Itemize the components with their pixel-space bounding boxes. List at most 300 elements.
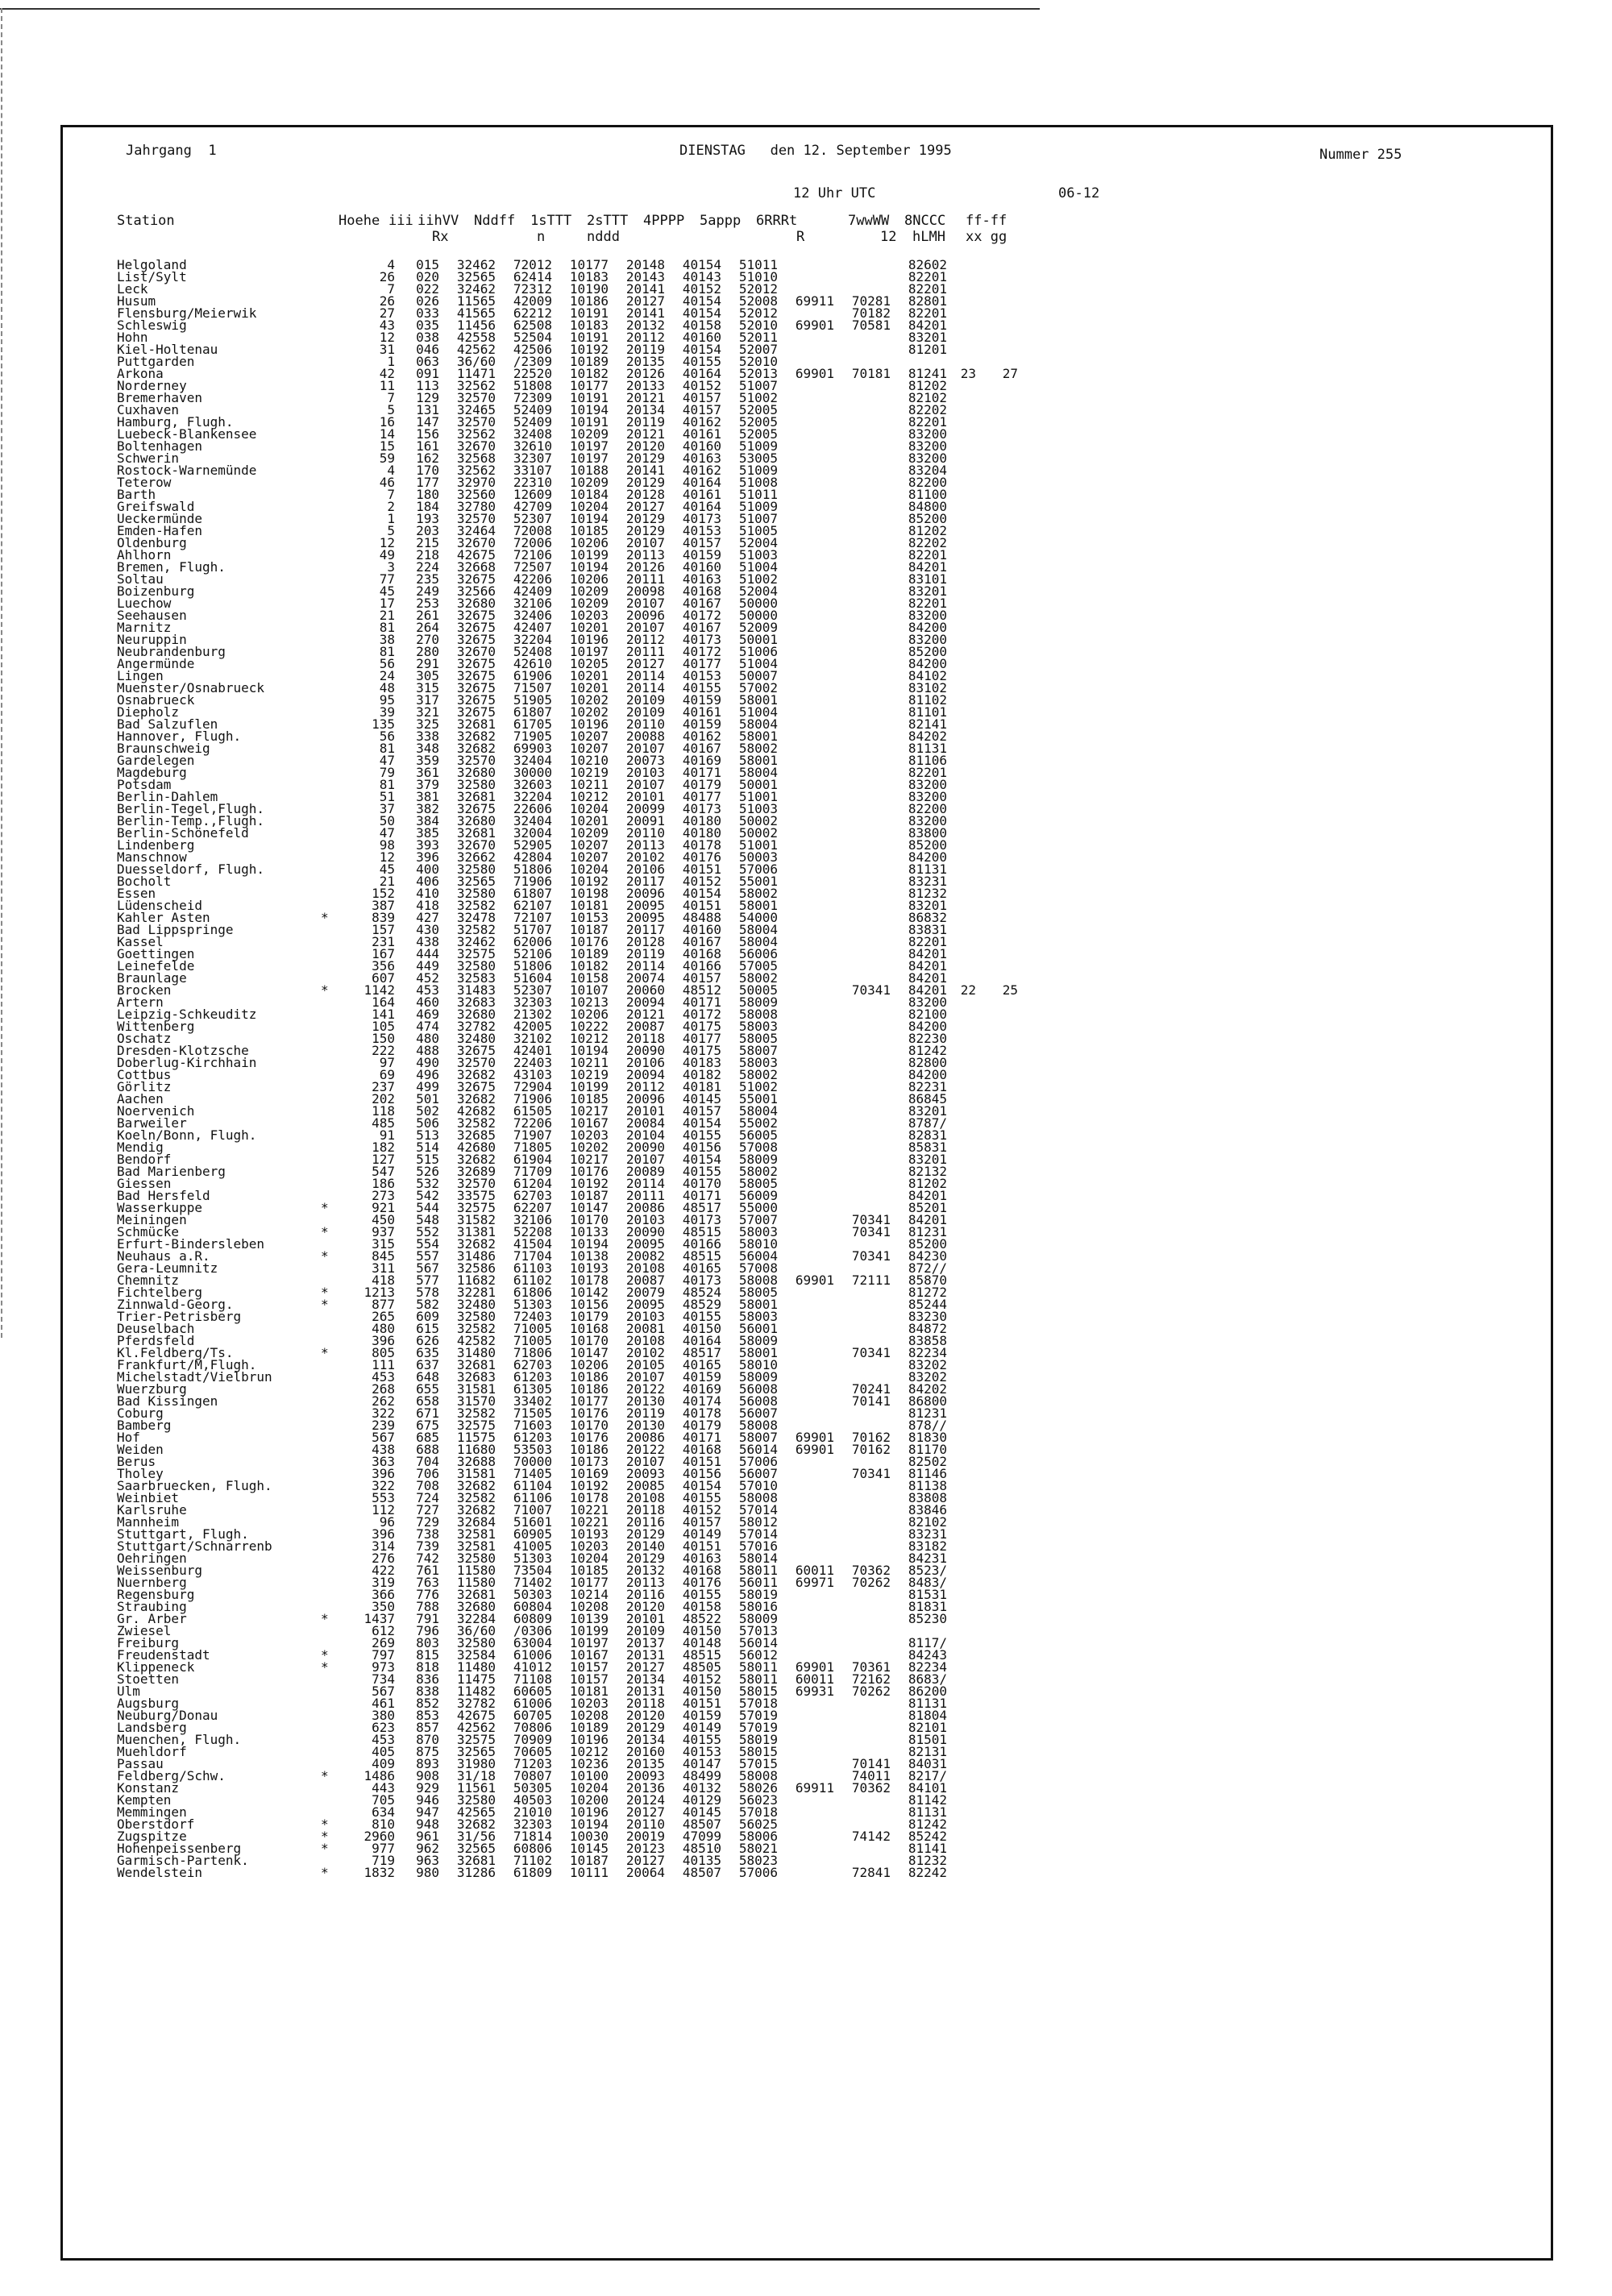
group-tendency: 58008 [738,1768,778,1783]
group-tendency: 58006 [738,1829,778,1844]
wind-gust-1 [947,1250,976,1262]
group-dewpoint: 20116 [625,1514,665,1530]
station-index: 836 [416,1671,439,1687]
group-weather [834,1093,891,1105]
group-cloud: 83202 [908,1357,947,1372]
group-precipitation [778,803,834,815]
group-dewpoint: 20119 [625,1405,665,1421]
station-index: 046 [416,342,439,357]
high-station-mark [321,331,332,343]
wind-gust-2 [976,1117,1018,1129]
station-row [117,778,1018,791]
group-tendency: 51001 [738,837,778,853]
group-iihvv: 31581 [456,1381,496,1397]
group-weather [834,899,891,911]
group-weather [834,815,891,827]
group-cloud: 81201 [908,342,947,357]
station-height: 46 [379,475,395,490]
group-precipitation: 69901 [795,366,834,381]
high-station-mark [321,1516,332,1528]
group-nddff: 51806 [513,862,552,877]
high-station-mark [321,1081,332,1093]
group-temperature: 10185 [569,523,609,538]
station-height: 16 [379,414,395,430]
station-name: Regensburg [117,1587,195,1602]
station-height: 937 [372,1224,395,1239]
high-station-mark: * [321,1816,329,1832]
group-iihvv: 32462 [456,281,496,297]
group-iihvv: 42682 [456,1103,496,1119]
group-nddff: 33402 [513,1393,552,1409]
group-nddff: 41005 [513,1538,552,1554]
wind-gust-2 [976,561,1018,573]
group-precipitation [778,452,834,464]
high-station-mark [321,1431,332,1443]
group-temperature: 10176 [569,1405,609,1421]
group-pressure: 40149 [682,1526,721,1542]
group-iihvv: 11456 [456,318,496,333]
group-tendency: 51011 [738,257,778,272]
station-name: Noervenich [117,1103,195,1119]
wind-gust-1 [947,1830,976,1842]
station-index: 444 [416,946,439,961]
station-index: 704 [416,1454,439,1469]
time-window-label: 06-12 [1058,185,1100,201]
group-iihvv: 32675 [456,632,496,647]
group-iihvv: 32570 [456,390,496,405]
high-station-mark: * [321,1611,329,1626]
station-name: Braunlage [117,970,187,986]
group-nddff: 62508 [513,318,552,333]
group-nddff: 42407 [513,620,552,635]
station-height: 396 [372,1333,395,1348]
group-temperature: 10189 [569,946,609,961]
station-name: Michelstadt/Vielbrun [117,1369,272,1385]
station-row [117,1697,1018,1709]
group-temperature: 10201 [569,668,609,683]
station-name: Neuburg/Donau [117,1708,218,1723]
group-tendency: 51001 [738,789,778,804]
station-name: Hannover, Flugh. [117,729,242,744]
station-height: 5 [387,523,395,538]
wind-gust-2 [976,766,1018,778]
group-nddff: 32204 [513,632,552,647]
station-index: 853 [416,1708,439,1723]
group-precipitation [778,1733,834,1746]
group-temperature: 10193 [569,1526,609,1542]
high-station-mark [321,343,332,355]
group-iihvv: 36/60 [456,354,496,369]
group-pressure: 40169 [682,1381,721,1397]
group-iihvv: 32682 [456,1152,496,1167]
station-height: 839 [372,910,395,925]
high-station-mark [321,307,332,319]
group-dewpoint: 20129 [625,1526,665,1542]
wind-gust-1 [947,416,976,428]
group-precipitation [778,1322,834,1335]
group-dewpoint: 20120 [625,1708,665,1723]
high-station-mark [321,924,332,936]
group-temperature: 10187 [569,1853,609,1868]
group-precipitation: 69901 [795,1430,834,1445]
station-row [117,742,1018,754]
station-name: Augsburg [117,1696,180,1711]
wind-gust-2 [976,1165,1018,1177]
group-precipitation [778,1177,834,1190]
group-cloud: 83200 [908,777,947,792]
station-index: 305 [416,668,439,683]
station-index: 815 [416,1647,439,1663]
group-weather [834,1733,891,1746]
group-iihvv: 32670 [456,535,496,550]
group-cloud: 83200 [908,450,947,466]
group-tendency: 58002 [738,886,778,901]
group-pressure: 40164 [682,1333,721,1348]
station-name: Berlin-Temp.,Flugh. [117,813,265,828]
wind-gust-1 [947,1480,976,1492]
group-temperature: 10209 [569,825,609,841]
group-precipitation [778,488,834,500]
high-station-mark [321,875,332,887]
group-precipitation [778,1057,834,1069]
group-precipitation [778,1165,834,1177]
wind-gust-1 [947,1564,976,1576]
group-dewpoint: 20112 [625,1079,665,1094]
group-precipitation [778,416,834,428]
group-precipitation [778,1504,834,1516]
station-name: Muehldorf [117,1744,187,1759]
group-dewpoint: 20108 [625,1260,665,1276]
group-iihvv: 32680 [456,1599,496,1614]
group-iihvv: 32683 [456,1369,496,1385]
group-cloud: 83201 [908,1152,947,1167]
group-pressure: 40155 [682,1127,721,1143]
wind-gust-1 [947,621,976,633]
high-station-mark [321,1468,332,1480]
wind-gust-1 [947,1069,976,1081]
group-weather: 70362 [851,1563,891,1578]
group-nddff: 40503 [513,1792,552,1808]
station-row [117,1190,1018,1202]
station-table [117,259,1018,1879]
station-row [117,1806,1018,1818]
group-tendency: 57002 [738,680,778,695]
station-row [117,1310,1018,1322]
group-nddff: 51601 [513,1514,552,1530]
high-station-mark [321,1165,332,1177]
station-row [117,1020,1018,1032]
station-name: Weinbiet [117,1490,180,1505]
group-cloud: 84202 [908,729,947,744]
group-tendency: 58008 [738,1490,778,1505]
group-nddff: 62703 [513,1357,552,1372]
group-dewpoint: 20107 [625,741,665,756]
group-iihvv: 32681 [456,825,496,841]
group-weather [834,1601,891,1613]
high-station-mark [321,633,332,646]
station-name: Weissenburg [117,1563,202,1578]
station-name: Schleswig [117,318,187,333]
group-cloud: 8483/ [908,1575,947,1590]
high-station-mark [321,1129,332,1141]
group-cloud: 82201 [908,596,947,611]
group-nddff: 62212 [513,305,552,321]
group-dewpoint: 20090 [625,1140,665,1155]
group-nddff: 61807 [513,704,552,720]
group-pressure: 40154 [682,1152,721,1167]
wind-gust-2 [976,863,1018,875]
group-dewpoint: 20093 [625,1768,665,1783]
group-iihvv: 32582 [456,1321,496,1336]
col-group7 [848,213,896,245]
group-cloud: 82132 [908,1164,947,1179]
group-cloud: 83201 [908,898,947,913]
group-cloud: 82200 [908,475,947,490]
station-index: 857 [416,1720,439,1735]
group-pressure: 40176 [682,1575,721,1590]
high-station-mark [321,585,332,597]
group-cloud: 81131 [908,741,947,756]
group-tendency: 58002 [738,741,778,756]
group-dewpoint: 20133 [625,378,665,393]
station-index: 803 [416,1635,439,1650]
group-temperature: 10177 [569,1393,609,1409]
group-cloud: 85201 [908,1200,947,1215]
station-height: 366 [372,1587,395,1602]
group-tendency: 52005 [738,426,778,442]
group-cloud: 83231 [908,874,947,889]
station-name: Bamberg [117,1418,172,1433]
group-pressure: 40159 [682,692,721,708]
col-group6-label: 6RRRt [756,213,798,229]
group-temperature: 10187 [569,1188,609,1203]
wind-gust-2 [976,1866,1018,1879]
group-dewpoint: 20114 [625,668,665,683]
group-temperature: 10184 [569,487,609,502]
group-temperature: 10153 [569,910,609,925]
high-station-mark [321,1093,332,1105]
group-weather [834,670,891,682]
wind-gust-2 [976,1322,1018,1335]
station-height: 1 [387,354,395,369]
wind-gust-1 [947,597,976,609]
group-pressure: 40166 [682,1236,721,1252]
high-station-mark [321,464,332,476]
station-height: 805 [372,1345,395,1360]
group-dewpoint: 20098 [625,583,665,599]
wind-gust-2 [976,1177,1018,1190]
group-weather [834,1177,891,1190]
group-pressure: 40154 [682,886,721,901]
wind-gust-2 [976,1008,1018,1020]
wind-gust-1 [947,500,976,513]
group-nddff: 73504 [513,1563,552,1578]
station-name: Lindenberg [117,837,195,853]
group-pressure: 40145 [682,1804,721,1820]
wind-gust-1 [947,1576,976,1588]
group-pressure: 48499 [682,1768,721,1783]
group-dewpoint: 20088 [625,729,665,744]
wind-gust-2 [976,1746,1018,1758]
wind-gust-1 [947,1347,976,1359]
group-weather [834,936,891,948]
wind-gust-2 [976,1685,1018,1697]
high-station-mark [321,1395,332,1407]
high-station-mark [321,319,332,331]
group-weather: 70341 [851,1224,891,1239]
group-temperature: 10176 [569,934,609,949]
group-iihvv: 32560 [456,487,496,502]
wind-gust-2 [976,1443,1018,1455]
wind-gust-1 [947,1528,976,1540]
group-tendency: 58011 [738,1563,778,1578]
wind-gust-1 [947,633,976,646]
group-cloud: 82101 [908,1720,947,1735]
wind-gust-2: 25 [1002,982,1018,998]
station-height: 167 [372,946,395,961]
wind-gust-2 [976,899,1018,911]
group-pressure: 40173 [682,1212,721,1227]
high-station-mark [321,1528,332,1540]
group-dewpoint: 20112 [625,632,665,647]
group-iihvv: 42680 [456,1140,496,1155]
group-dewpoint: 20116 [625,1587,665,1602]
group-tendency: 58004 [738,765,778,780]
group-iihvv: 32689 [456,1164,496,1179]
wind-gust-1 [947,1129,976,1141]
high-station-mark: * [321,1345,329,1360]
wind-gust-2 [976,549,1018,561]
station-height: 12 [379,849,395,865]
group-temperature: 10212 [569,1744,609,1759]
station-name: Gardelegen [117,753,195,768]
group-cloud: 85244 [908,1297,947,1312]
group-tendency: 56008 [738,1393,778,1409]
station-height: 31 [379,342,395,357]
station-name: Arkona [117,366,164,381]
group-precipitation [778,428,834,440]
station-index: 852 [416,1696,439,1711]
station-height: 118 [372,1103,395,1119]
wind-gust-1 [947,1443,976,1455]
station-name: Leipzig-Schkeuditz [117,1007,257,1022]
group-cloud: 82201 [908,305,947,321]
high-station-mark [321,1177,332,1190]
station-height: 2960 [364,1829,395,1844]
wind-gust-1 [947,1782,976,1794]
station-index: 499 [416,1079,439,1094]
group-cloud: 84200 [908,620,947,635]
station-row [117,1069,1018,1081]
station-height: 202 [372,1091,395,1106]
wind-gust-1 [947,1516,976,1528]
group-temperature: 10169 [569,1466,609,1481]
group-pressure: 40153 [682,523,721,538]
station-height: 265 [372,1309,395,1324]
station-row [117,1601,1018,1613]
station-index: 170 [416,463,439,478]
group-nddff: 32603 [513,777,552,792]
station-height: 237 [372,1079,395,1094]
station-row [117,1407,1018,1419]
station-index: 893 [416,1756,439,1771]
date-label: DIENSTAG den 12. September 1995 [679,143,952,159]
col-ff-sub: xx gg [966,229,1008,245]
group-dewpoint: 20127 [625,1804,665,1820]
station-index: 548 [416,1212,439,1227]
high-station-mark [321,537,332,549]
group-weather [834,609,891,621]
station-height: 26 [379,293,395,309]
group-cloud: 83200 [908,426,947,442]
station-index: 502 [416,1103,439,1119]
station-row [117,585,1018,597]
wind-gust-1 [947,766,976,778]
group-dewpoint: 20129 [625,523,665,538]
wind-gust-2 [976,1238,1018,1250]
station-index: 161 [416,438,439,454]
group-tendency: 57007 [738,1212,778,1227]
group-pressure: 40161 [682,704,721,720]
station-row [117,561,1018,573]
group-iihvv: 31381 [456,1224,496,1239]
station-height: 56 [379,729,395,744]
group-pressure: 40154 [682,293,721,309]
station-index: 776 [416,1587,439,1602]
group-cloud: 82201 [908,547,947,563]
group-precipitation [778,1516,834,1528]
group-weather [834,259,891,271]
wind-gust-2 [976,621,1018,633]
col-group8-label: 8NCCC [904,213,946,229]
group-temperature: 10194 [569,511,609,526]
group-weather [834,924,891,936]
group-temperature: 10209 [569,583,609,599]
wind-gust-2 [976,1250,1018,1262]
station-name: Koeln/Bonn, Flugh. [117,1127,257,1143]
group-tendency: 52004 [738,583,778,599]
wind-gust-1 [947,1165,976,1177]
station-height: 43 [379,318,395,333]
wind-gust-1 [947,778,976,791]
group-iihvv: 32582 [456,1490,496,1505]
station-height: 387 [372,898,395,913]
station-name: Konstanz [117,1780,180,1796]
station-row [117,1830,1018,1842]
wind-gust-2: 27 [1002,366,1018,381]
group-tendency: 51008 [738,475,778,490]
group-pressure: 40152 [682,1502,721,1518]
station-index: 235 [416,571,439,587]
wind-gust-2 [976,1431,1018,1443]
group-temperature: 10203 [569,1538,609,1554]
group-dewpoint: 20129 [625,450,665,466]
station-index: 946 [416,1792,439,1808]
wind-gust-2 [976,1504,1018,1516]
wind-gust-2 [976,1709,1018,1721]
high-station-mark [321,658,332,670]
group-tendency: 56004 [738,1248,778,1264]
station-name: Wittenberg [117,1019,195,1034]
group-pressure: 40152 [682,1671,721,1687]
group-dewpoint: 20095 [625,1236,665,1252]
station-height: 734 [372,1671,395,1687]
wind-gust-1 [947,803,976,815]
group-tendency: 51002 [738,390,778,405]
group-temperature: 10107 [569,982,609,998]
station-index: 449 [416,958,439,974]
group-tendency: 50002 [738,813,778,828]
